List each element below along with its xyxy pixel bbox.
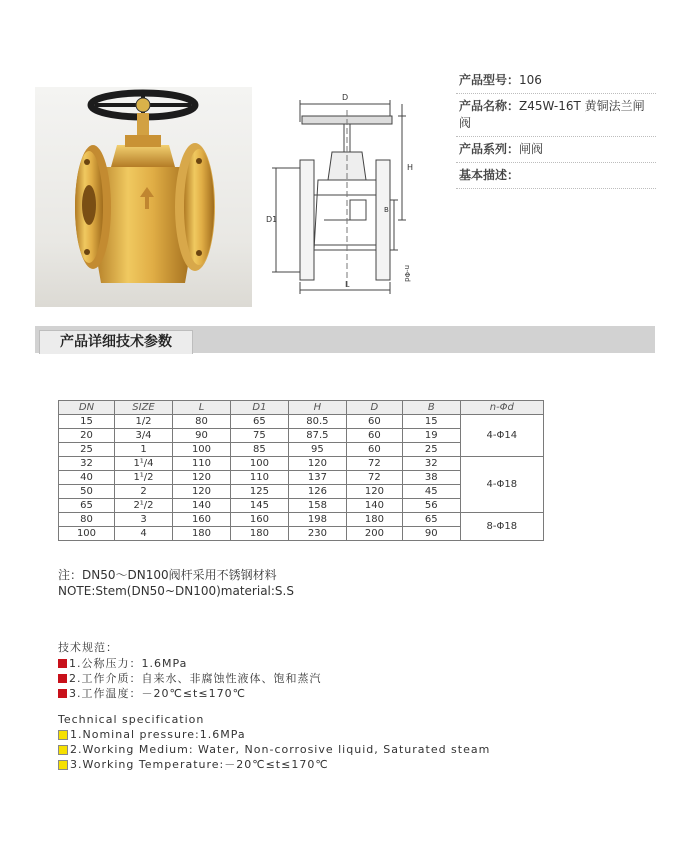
- cell: 87.5: [288, 429, 346, 443]
- yellow-square-bullet-icon: [58, 730, 68, 740]
- product-info: [456, 68, 656, 189]
- cell: 50: [59, 485, 115, 499]
- notes: [58, 567, 294, 599]
- header-h: H: [288, 401, 346, 415]
- tech-en-title: Technical specification: [58, 713, 205, 726]
- name-label: 产品名称：: [459, 99, 520, 113]
- header-b: B: [402, 401, 460, 415]
- tech-spec-en: [58, 712, 490, 772]
- cell: 65: [402, 513, 460, 527]
- tech-cn-item-text: 1.公称压力：1.6MPa: [69, 657, 188, 670]
- cell: 45: [402, 485, 460, 499]
- cell: 85: [230, 443, 288, 457]
- cell: 140: [346, 499, 402, 513]
- cell: 1: [114, 443, 172, 457]
- cell: 100: [173, 443, 231, 457]
- red-square-bullet-icon: [58, 689, 67, 698]
- tech-cn-title: 技术规范：: [58, 641, 118, 654]
- technical-drawing: [262, 90, 417, 300]
- cell: 100: [59, 527, 115, 541]
- section-title: 产品详细技术参数: [39, 330, 193, 354]
- cell: 158: [288, 499, 346, 513]
- cell: 180: [346, 513, 402, 527]
- cell: 3: [114, 513, 172, 527]
- series-label: 产品系列：: [459, 142, 520, 156]
- cell: 40: [59, 471, 115, 485]
- cell: 3/4: [114, 429, 172, 443]
- tech-cn-item-text: 3.工作温度：－20℃≤t≤170℃: [69, 687, 246, 700]
- cell: 126: [288, 485, 346, 499]
- cell: 1¹/2: [114, 471, 172, 485]
- cell: 95: [288, 443, 346, 457]
- drawing-label-h: H: [407, 163, 414, 172]
- section-header: [35, 326, 655, 353]
- tech-en-item: [58, 757, 490, 772]
- cell: 56: [402, 499, 460, 513]
- red-square-bullet-icon: [58, 659, 67, 668]
- cell: 110: [230, 471, 288, 485]
- cell: 25: [402, 443, 460, 457]
- table-row: [59, 457, 544, 471]
- cell: 120: [173, 485, 231, 499]
- series-value: 闸阀: [519, 142, 544, 156]
- cell: 1/2: [114, 415, 172, 429]
- tech-cn-item-text: 2.工作介质：自来水、非腐蚀性液体、饱和蒸汽: [69, 672, 322, 685]
- nd-group-cell: 4-Φ18: [460, 457, 543, 513]
- cell: 25: [59, 443, 115, 457]
- cell: 120: [173, 471, 231, 485]
- note-en: NOTE:Stem(DN50~DN100)material:S.S: [58, 584, 294, 598]
- drawing-label-nd: n-Φd: [403, 265, 411, 282]
- yellow-square-bullet-icon: [58, 760, 68, 770]
- cell: 15: [59, 415, 115, 429]
- header-d: D: [346, 401, 402, 415]
- cell: 137: [288, 471, 346, 485]
- product-photo: [35, 87, 252, 307]
- tech-en-item: [58, 742, 490, 757]
- table-row: [59, 513, 544, 527]
- cell: 140: [173, 499, 231, 513]
- cell: 198: [288, 513, 346, 527]
- nd-group-cell: 4-Φ14: [460, 415, 543, 457]
- red-square-bullet-icon: [58, 674, 67, 683]
- cell: 2¹/2: [114, 499, 172, 513]
- cell: 19: [402, 429, 460, 443]
- info-name-row: [456, 94, 656, 137]
- cell: 60: [346, 429, 402, 443]
- tech-cn-item: [58, 656, 322, 671]
- drawing-label-d1: D1: [266, 215, 278, 224]
- nd-group-cell: 8-Φ18: [460, 513, 543, 541]
- cell: 110: [173, 457, 231, 471]
- cell: 100: [230, 457, 288, 471]
- cell: 90: [402, 527, 460, 541]
- drawing-label-d: D: [342, 93, 349, 102]
- info-desc-row: [456, 163, 656, 189]
- cell: 80.5: [288, 415, 346, 429]
- info-model-row: [456, 68, 656, 94]
- cell: 230: [288, 527, 346, 541]
- cell: 72: [346, 471, 402, 485]
- header-size: SIZE: [114, 401, 172, 415]
- cell: 80: [173, 415, 231, 429]
- note-cn: 注：DN50～DN100阀杆采用不锈钢材料: [58, 568, 277, 582]
- tech-cn-item: [58, 671, 322, 686]
- cell: 60: [346, 443, 402, 457]
- cell: 65: [59, 499, 115, 513]
- table-row: [59, 415, 544, 429]
- desc-label: 基本描述：: [459, 168, 520, 182]
- cell: 72: [346, 457, 402, 471]
- cell: 15: [402, 415, 460, 429]
- header-nd: n-Φd: [460, 401, 543, 415]
- tech-en-item-text: 3.Working Temperature:－20℃≤t≤170℃: [70, 758, 329, 771]
- cell: 90: [173, 429, 231, 443]
- header-dn: DN: [59, 401, 115, 415]
- cell: 120: [288, 457, 346, 471]
- cell: 160: [230, 513, 288, 527]
- table-header-row: [59, 401, 544, 415]
- cell: 20: [59, 429, 115, 443]
- cell: 32: [402, 457, 460, 471]
- header-d1: D1: [230, 401, 288, 415]
- cell: 32: [59, 457, 115, 471]
- header-l: L: [173, 401, 231, 415]
- cell: 75: [230, 429, 288, 443]
- cell: 4: [114, 527, 172, 541]
- tech-spec-cn: [58, 640, 322, 701]
- cell: 2: [114, 485, 172, 499]
- drawing-label-l: L: [345, 280, 350, 289]
- tech-en-item: [58, 727, 490, 742]
- cell: 200: [346, 527, 402, 541]
- cell: 125: [230, 485, 288, 499]
- cell: 60: [346, 415, 402, 429]
- name-value: Z45W-16T 黄铜法兰闸阀: [459, 99, 645, 130]
- cell: 180: [173, 527, 231, 541]
- yellow-square-bullet-icon: [58, 745, 68, 755]
- model-value: 106: [519, 73, 542, 87]
- model-label: 产品型号：: [459, 73, 520, 87]
- tech-en-item-text: 1.Nominal pressure:1.6MPa: [70, 728, 246, 741]
- cell: 180: [230, 527, 288, 541]
- cell: 160: [173, 513, 231, 527]
- cell: 1¹/4: [114, 457, 172, 471]
- cell: 145: [230, 499, 288, 513]
- info-series-row: [456, 137, 656, 163]
- cell: 120: [346, 485, 402, 499]
- tech-en-item-text: 2.Working Medium: Water, Non-corrosive liquid, Saturated steam: [70, 743, 491, 756]
- spec-table: [58, 400, 544, 541]
- cell: 65: [230, 415, 288, 429]
- tech-cn-item: [58, 686, 322, 701]
- cell: 38: [402, 471, 460, 485]
- cell: 80: [59, 513, 115, 527]
- drawing-label-b: B: [384, 206, 389, 214]
